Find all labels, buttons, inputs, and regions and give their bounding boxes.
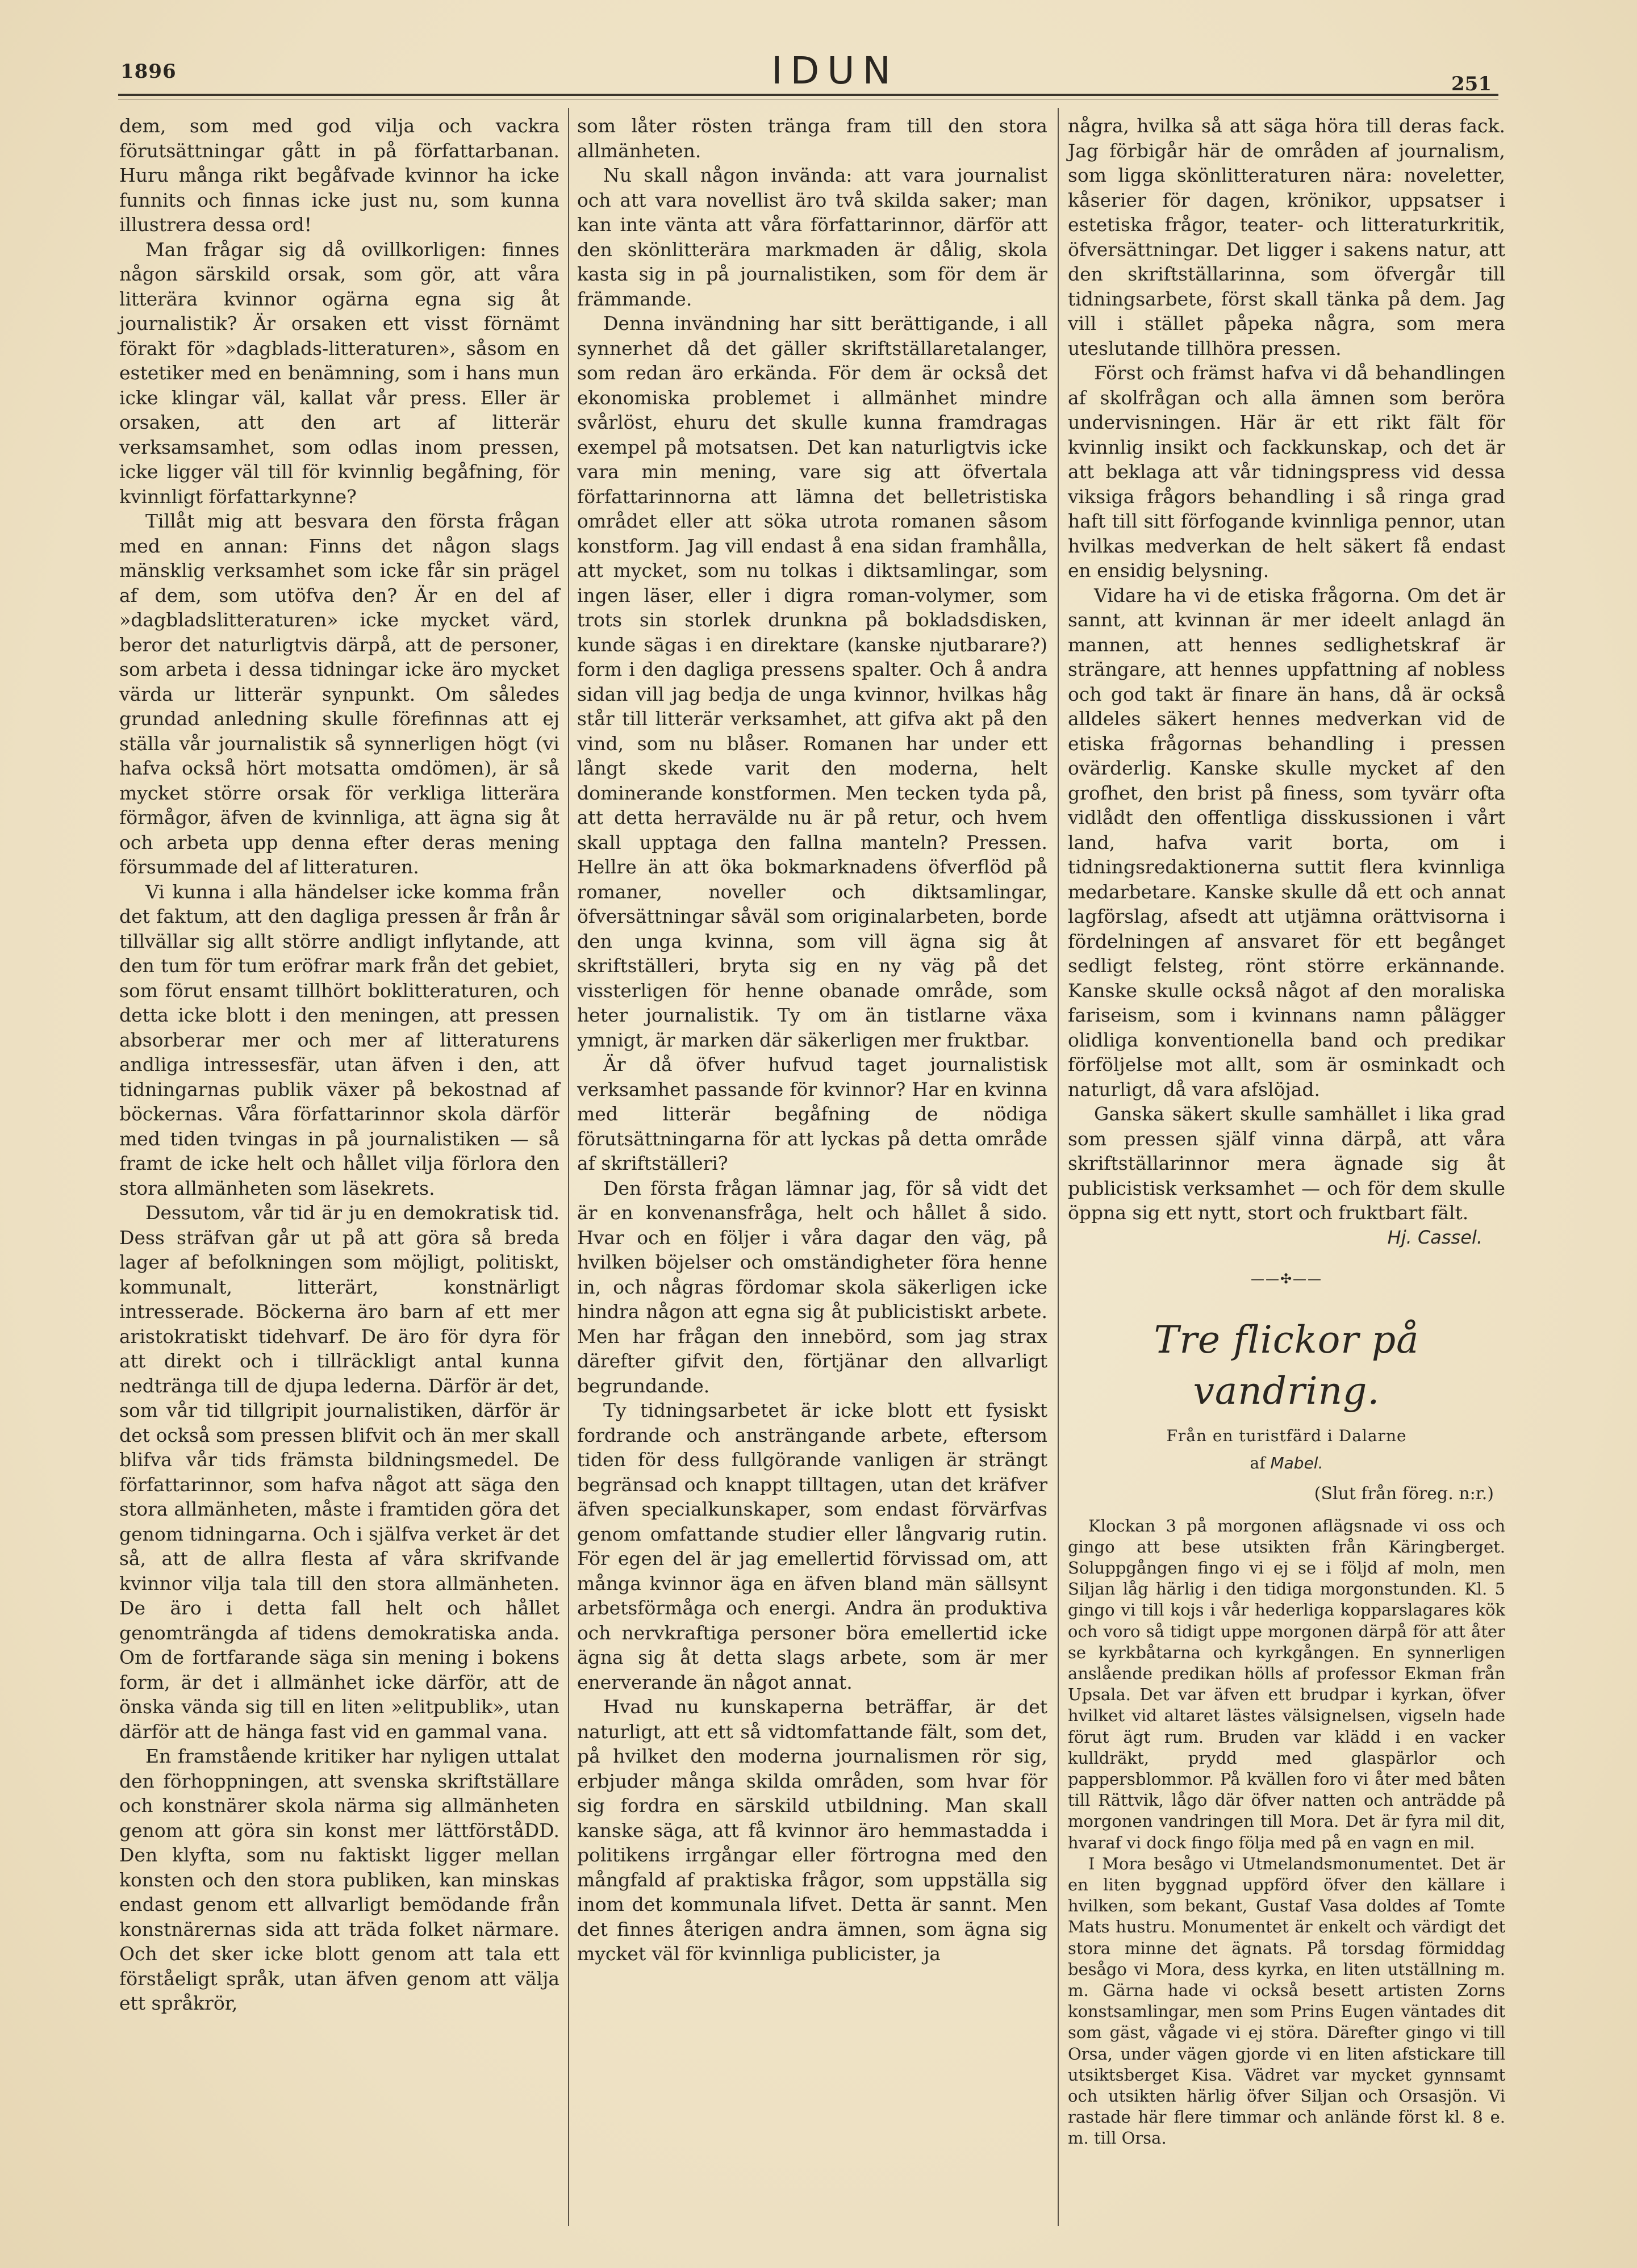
paragraph: Ty tidningsarbetet är icke blott ett fysiskt fordrande och ansträngande arbete, eftersom tiden för dess fullgörande vanligen är strängt begränsad och knappt tilltagen, utan det kräfver äfven specialkunskaper, som endast förvärfvas genom omfattande studier eller långvarig rutin. För egen del är jag emellertid förvissad om, att många kvinnor äga en äfven bland män sällsynt arbetsförmåga och energi. Andra än produktiva och nervkraftiga personer böra emellertid icke ägna sig åt detta slags arbete, som är mer enerverande än något annat. <box>577 1399 1047 1693</box>
paragraph: I Mora besågo vi Utmelandsmonumentet. Det är en liten byggnad uppförd öfver den källare i hvilken, som bekant, Gustaf Vasa doldes af Tomte Mats hustru. Monumentet är enkelt och värdigt det stora minne det ägnats. På torsdag förmiddag besågo vi Mora, dess kyrka, en liten utställning m. m. Gärna hade vi också besett artisten Zorns konstsamlingar, men som Prins Eugen väntades dit som gäst, vågade vi ej störa. Därefter gingo vi till Orsa, under vägen gjorde vi en liten afstickare till utsiktsberget Kisa. Vädret var mycket gynnsamt och utsikten härlig öfver Siljan och Orsasjön. Vi rastade här flere timmar och anlände först kl. 8 e. m. till Orsa. <box>1068 1853 1505 2148</box>
paragraph: Den första frågan lämnar jag, för så vidt det är en konvenansfråga, helt och hållet å sido. Hvar och en följer i våra dagar den väg, på hvilken böjelser och omständigheter föra henne in, och någras fördomar skola säkerligen icke hindra någon att egna sig åt publicistiskt arbete. Men har frågan den innebörd, som jag strax därefter gifvit den, förtjänar den allvarligt begrundande. <box>577 1177 1047 1397</box>
byline-prefix: af <box>1250 1453 1266 1472</box>
section-ornament: ——✣—— <box>1250 1271 1323 1287</box>
article-title: Tre flickor på vandring. <box>1154 1317 1419 1413</box>
paragraph: Klockan 3 på morgonen aflägsnade vi oss och gingo att bese utsikten från Käringberget. Soluppgången fingo vi ej se i följd af moln, men Siljan låg härlig i den tidiga morgonstunden. Kl. 5 gingo vi till kojs i vår hederliga kopparslagares kök och voro så tidigt uppe morgonen därpå för att åter se kyrkbåtarna och kyrkgången. En synnerligen anslående predikan hölls af professor Ekman från Upsala. Det var äfven ett brudpar i kyrkan, öfver hvilket vid altaret lästes välsignelsen, vigseln hade förut ägt rum. Bruden var klädd i en vacker kulldräkt, prydd med glaspärlor och pappersblommor. På kvällen foro vi åter med båten till Rättvik, lågo där öfver natten och anträdde på morgonen vandringen till Mora. Det är fyra mil dit, hvaraf vi dock fingo följa med på en vagn en mil. <box>1068 1516 1505 1852</box>
column-2 <box>577 114 1047 1966</box>
column-1 <box>119 114 559 2016</box>
paragraph: Man frågar sig då ovillkorligen: finnes någon särskild orsak, som gör, att våra litterära kvinnor ogärna egna sig åt journalistik? Är orsaken ett visst förnämt förakt för »dagblads-litteraturen», såsom en estetiker med en benämning, som i hans mun icke klingar väl, kallat vår press. Eller är orsaken, att den art af litterär verksamsamhet, som odlas inom pressen, icke ligger väl till för kvinnlig begåfning, för kvinnligt författarkynne? <box>119 238 559 508</box>
paragraph: som låter rösten tränga fram till den stora allmänheten. <box>577 115 1047 162</box>
paragraph: Vidare ha vi de etiska frågorna. Om det är sannt, att kvinnan är mer ideelt anlagd än mannen, att hennes sedlighetskraf är strängare, att hennes uppfattning af nobless och god takt är finare än hans, då är också alldeles säkert hennes medverkan vid de etiska frågornas behandling i pressen ovärderlig. Kanske skulle mycket af den grofhet, den brist på finess, som tyvärr ofta vidlådt den offentliga disskussionen i vårt land, hafva varit borta, om i tidningsredaktionerna suttit flera kvinnliga medarbetare. Kanske skulle då ett och annat lagförslag, afsedt att utjämna orättvisorna i fördelningen af ansvaret för ett begånget sedligt felsteg, rönt större erkännande. Kanske skulle också något af den moraliska fariseism, som i kvinnans namn pålägger olidliga konventionella band och predikar förföljelse mot allt, som är osminkadt och naturligt, då vara afslöjad. <box>1068 584 1505 1100</box>
paragraph: Dessutom, vår tid är ju en demokratisk tid. Dess sträfvan går ut på att göra så breda lager af befolkningen som möjligt, politiskt, kommunalt, litterärt, konstnärligt intresserade. Böckerna äro barn af ett mer aristokratiskt tidehvarf. De äro för dyra för att direkt och i tillräckligt antal kunna nedtränga till de djupa lederna. Därför är det, som vår tid tillgripit journalistiken, därför är det också som pressen blifvit och än mer skall blifva vår tids främsta bildningsmedel. De författarinnor, som hafva något att säga den stora allmänheten, måste i framtiden göra det genom tidningarna. Och i själfva verket är det så, att de allra flesta af våra skrifvande kvinnor vilja tala till den stora allmänheten. De äro i detta fall helt och hållet genomträngda af tidens demokratiska anda. Om de fortfarande säga sin mening i bokens form, är det i allmänhet icke därför, att de önska vända sig till en liten »elitpublik», utan därför att de hänga fast vid en gammal vana. <box>119 1202 559 1743</box>
masthead-title: IDUN <box>771 49 899 93</box>
header-year: 1896 <box>120 60 177 83</box>
header-rule <box>118 94 1498 96</box>
paragraph: Vi kunna i alla händelser icke komma från det faktum, att den dagliga pressen år från år tillvällar sig allt större andligt inflytande, att den tum för tum eröfrar mark från det gebiet, som förut ensamt tillhört boklitteraturen, och detta icke blott i den meningen, att pressen absorberar mer och mer af litteraturens andliga intressesfär, utan äfven i den, att tidningarnas publik växer på bekostnad af böckernas. Våra författarinnor skola därför med tiden tvingas in på journalistiken — så framt de icke helt och hållet vilja förlora den stora allmänheten som läsekrets. <box>119 880 559 1199</box>
paragraph: Denna invändning har sitt berättigande, i all synnerhet då det gäller skriftställaretalanger, som redan äro erkända. För dem är också det ekonomiska problemet i allmänhet mindre svårlöst, ehuru det skulle kunna framdragas exempel på motsatsen. Det kan naturligtvis icke vara min mening, vare sig att öfvertala författarinnorna att lämna det belletristiska området eller att söka utrota romanen såsom konstform. Jag vill endast å ena sidan framhålla, att mycket, som nu tolkas i diktsamlingar, som ingen läser, eller i digra roman-volymer, som trots sin storlek drunkna på bokladsdisken, kunde sägas i en direktare (kanske njutbarare?) form i den dagliga pressens spalter. Och å andra sidan vill jag bedja de unga kvinnor, hvilkas håg står till litterär verksamhet, att gifva akt på den vind, som nu blåser. Romanen har under ett långt skede varit den moderna, helt dominerande konstformen. Men tecken tyda på, att detta herravälde nu är på retur, och hvem skall upptaga den fallna manteln? Pressen. Hellre än att öka bokmarknadens öfverflöd på romaner, noveller och diktsamlingar, öfversättningar såväl som originalarbeten, borde den unga kvinna, som vill ägna sig åt skriftställeri, bryta sig en ny väg på det vissterligen för henne obanade område, som heter journalistik. Ty om än tistlarne växa ymnigt, är marken där säkerligen mer fruktbar. <box>577 312 1047 1051</box>
paragraph: dem, som med god vilja och vackra förutsättningar gått in på författarbanan. Huru många rikt begåfvade kvinnor ha icke funnits och finnas icke just nu, som kunna illustrera dessa ord! <box>119 115 559 236</box>
paragraph: Först och främst hafva vi då behandlingen af skolfrågan och alla ämnen som beröra undervisningen. Här är ett rikt fält för kvinnlig insikt och fackkunskap, och det är att beklaga att vår tidningspress vid dessa viksiga frågors behandling i så ringa grad haft till sitt förfogande kvinnliga pennor, utan hvilkas medverkan de helt säkert få endast en ensidig belysning. <box>1068 362 1505 581</box>
column-divider-2 <box>1058 108 1059 2226</box>
page-number: 251 <box>1451 73 1492 95</box>
paragraph: Ganska säkert skulle samhället i lika grad som pressen själf vinna därpå, att våra skriftställarinnor mera ägnade sig åt publicistisk verksamhet — och för dem skulle öppna sig ett nytt, stort och fruktbart fält. <box>1068 1103 1505 1224</box>
paragraph: Är då öfver hufvud taget journalistisk verksamhet passande för kvinnor? Har en kvinna med litterär begåfning de nödiga förutsättningarna för att lyckas på detta område af skriftställeri? <box>577 1053 1047 1174</box>
article-signature: Hj. Cassel. <box>1387 1226 1483 1248</box>
article-byline <box>1068 1451 1505 1476</box>
byline-author: Mabel. <box>1270 1453 1323 1472</box>
paragraph: Tillåt mig att besvara den första frågan med en annan: Finns det någon slags mänsklig verksamhet som icke får sin prägel af dem, som utöfva den? Är en del af »dagbladslitteraturen» icke mycket värd, beror det naturligtvis därpå, att de personer, som arbeta i dessa tidningar icke äro mycket värda ur litterär synpunkt. Om således grundad anledning skulle förefinnas att ej ställa vår journalistik så synnerligen högt (vi hafva också hört motsatta omdömen), är så mycket större orsak för verkliga litterära förmågor, äfven de kvinnliga, att ägna sig åt och arbeta upp denna efter deras mening försummade del af litteraturen. <box>119 510 559 878</box>
continued-note: (Slut från föreg. n:r.) <box>1314 1483 1494 1504</box>
paragraph: En framstående kritiker har nyligen uttalat den förhoppningen, att svenska skriftställare och konstnärer skola närma sig allmänheten genom att göra sin konst mer lättförståDD. Den klyfta, som nu faktiskt ligger mellan konsten och den stora publiken, kan minskas endast genom ett allvarligt bemödande från konstnärernas sida att träda folket närmare. Och det sker icke blott genom att tala ett förståeligt språk, utan äfven genom att välja ett språkrör, <box>119 1745 559 2014</box>
article-subtitle: Från en turistfärd i Dalarne <box>1166 1426 1407 1445</box>
column-3 <box>1068 114 1505 2149</box>
paragraph: Hvad nu kunskaperna beträffar, är det naturligt, att ett så vidtomfattande fält, som det, på hvilket den moderna journalismen rör sig, erbjuder många skilda områden, som hvar för sig fordra en särskild utbildning. Man skall kanske säga, att få kvinnor äro hemmastadda i politikens irrgångar eller förtrogna med den mångfald af praktiska frågor, som uppställa sig inom det kommunala lifvet. Detta är sannt. Men det finnes återigen andra ämnen, som ägna sig mycket väl för kvinnliga publicister, ja <box>577 1696 1047 1965</box>
article-body <box>1068 1516 1505 2149</box>
column-divider-1 <box>568 108 569 2226</box>
paragraph: några, hvilka så att säga höra till deras fack. Jag förbigår här de områden af journalism, som ligga skönlitteraturen nära: noveletter, kåserier för dagen, krönikor, uppsatser i estetiska frågor, teater- och litteraturkritik, öfversättningar. Det ligger i sakens natur, att den skriftställarinna, som öfvergår till tidningsarbete, först skall tänka på dem. Jag vill i stället påpeka några, som mera uteslutande tillhöra pressen. <box>1068 115 1505 359</box>
paragraph: Nu skall någon invända: att vara journalist och att vara novellist äro två skilda saker; man kan inte vänta att våra författarinnor, därför att den skönlitterära markmaden är dålig, skola kasta sig in på journalistiken, som för dem är främmande. <box>577 164 1047 310</box>
